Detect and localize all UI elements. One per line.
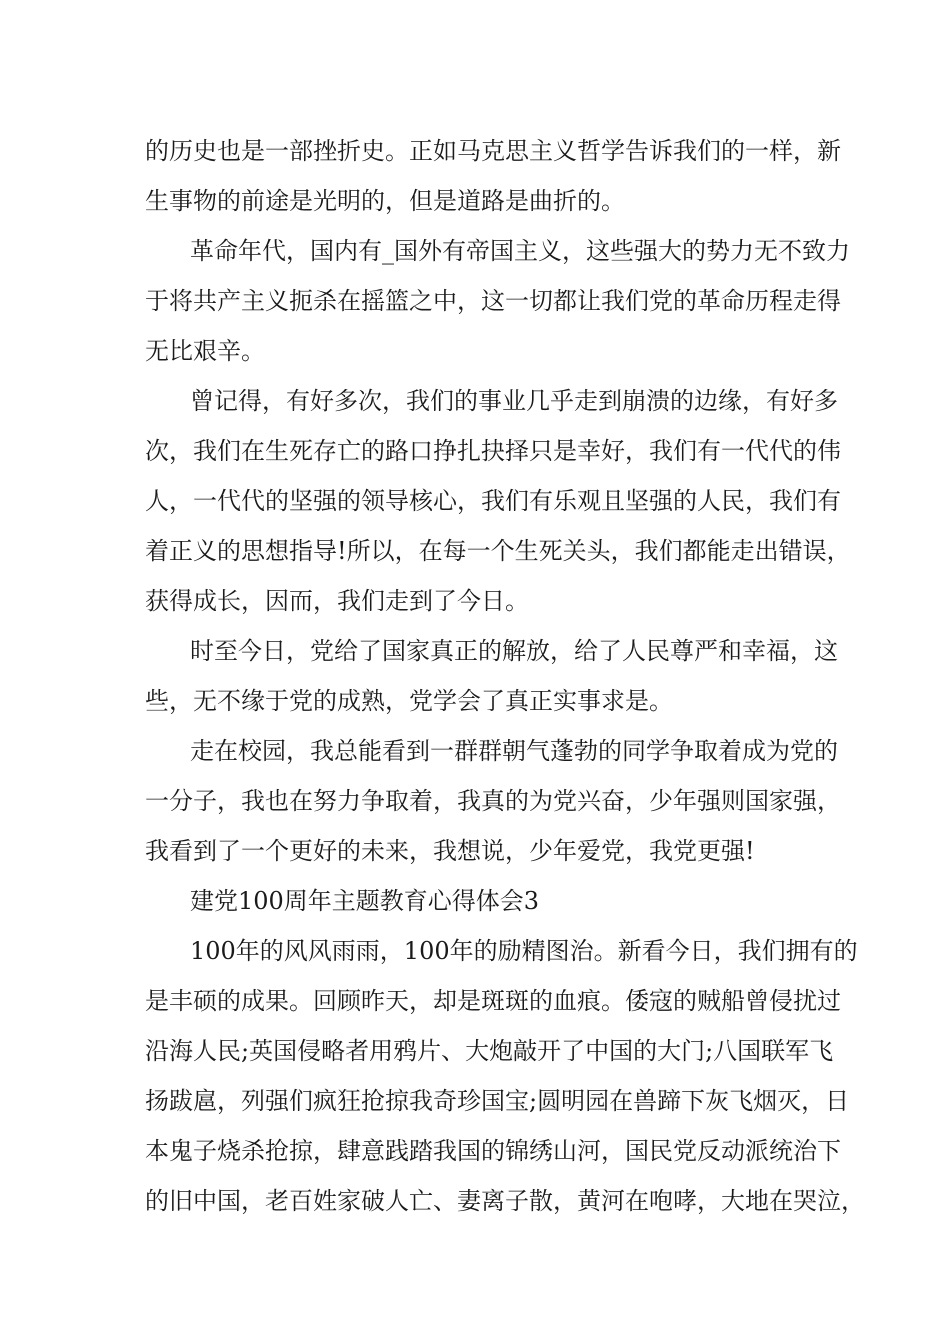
text-line: 着正义的思想指导!所以，在每一个生死关头，我们都能走出错误， [145,537,851,565]
text-line: 的历史也是一部挫折史。正如马克思主义哲学告诉我们的一样，新 [145,137,841,165]
text-line: 生事物的前途是光明的，但是道路是曲折的。 [145,187,625,215]
text-line: 人，一代代的坚强的领导核心，我们有乐观且坚强的人民，我们有 [145,487,841,515]
paragraph-first-line: 走在校园，我总能看到一群群朝气蓬勃的同学争取着成为党的 [190,737,838,765]
text-line: 无比艰辛。 [145,337,265,365]
paragraph-first-line: 革命年代，国内有_国外有帝国主义，这些强大的势力无不致力 [190,237,850,265]
paragraph-first-line: 100年的风风雨雨，100年的励精图治。新看今日，我们拥有的 [190,937,858,965]
paragraph-first-line: 曾记得，有好多次，我们的事业几乎走到崩溃的边缘，有好多 [190,387,838,415]
text-line: 的旧中国，老百姓家破人亡、妻离子散，黄河在咆哮，大地在哭泣， [145,1187,865,1215]
text-line: 于将共产主义扼杀在摇篮之中，这一切都让我们党的革命历程走得 [145,287,841,315]
text-line: 本鬼子烧杀抢掠，肆意践踏我国的锦绣山河，国民党反动派统治下 [145,1137,841,1165]
paragraph-first-line: 时至今日，党给了国家真正的解放，给了人民尊严和幸福，这 [190,637,838,665]
text-line: 一分子，我也在努力争取着，我真的为党兴奋，少年强则国家强， [145,787,841,815]
text-line: 扬跋扈，列强们疯狂抢掠我奇珍国宝;圆明园在兽蹄下灰飞烟灭，日 [145,1087,850,1115]
section-heading: 建党100周年主题教育心得体会3 [190,887,540,915]
text-line: 沿海人民;英国侵略者用鸦片、大炮敲开了中国的大门;八国联军飞 [145,1037,834,1065]
text-line: 获得成长，因而，我们走到了今日。 [145,587,529,615]
text-line: 我看到了一个更好的未来，我想说，少年爱党，我党更强! [145,837,755,865]
text-line: 次，我们在生死存亡的路口挣扎抉择只是幸好，我们有一代代的伟 [145,437,841,465]
text-line: 是丰硕的成果。回顾昨天，却是斑斑的血痕。倭寇的贼船曾侵扰过 [145,987,841,1015]
text-line: 些，无不缘于党的成熟，党学会了真正实事求是。 [145,687,673,715]
